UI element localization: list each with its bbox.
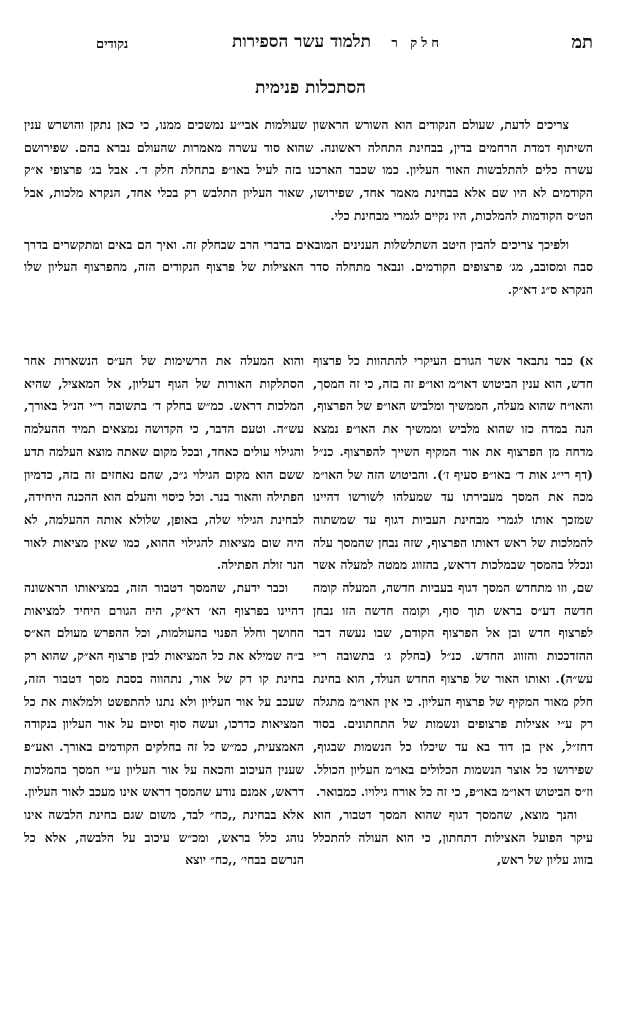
right-column <box>313 350 593 872</box>
left-column <box>24 350 304 872</box>
paragraph: והנך מוצא, שהמסך דגוף שהוא המסך דטבור, הוא עיקר הפועל האצילות דתחתון, כי הוא העולה להתכלל בזווג עליון של ראש, <box>313 807 593 868</box>
paragraph: וכבר ידעת, שהמסך דטבור הזה, במציאותו הראשונה דהיינו בפרצוף הא׳ דא״ק, היה הגורם היחיד למציאות החושך וחלל הפנוי בהעולמות, וכל ההפרש מעולם הא״ס ב״ה שמילא את כל המציאות לבין פרצוף הא״ק, שהוא רק בחינת קו דק של אור, נתהווה בסבת מסך דטבור הזה, שעכב על אור העליון ולא נתנו להתפשט ולמלאות את כל המציאות כדרכו, ועשה סוף וסיום על אור העליון בנקודה האמצעית, כמ״ש כל זה בחלקים הקודמים באורך. ואע״פ שענין העיכוב והכאה על אור העליון ע״י המסך בהמלכות דראש, אמנם נודע שהמסך דראש אינו מעכב לאור העליון. אלא בבחינת ,,כח״ לבד, משום שגם בחינת הלבשה אינו נוהג כלל בראש, ומכ״ש עיכוב על הלבשה, אלא כל הנרשם בבחי׳ ,,כח״ יוצא <box>24 580 304 868</box>
chapter-title: הסתכלות פנימית <box>255 78 366 98</box>
intro-paragraph: צריכים לדעת, שעולם הנקודים הוא השורש הראשון שעולמות אבי״ע נמשכים ממנו, כי כאן נתקן והושרש ענין השיתוף דמדת הרחמים בדין, בבחינת התחלה ראשונה. שהוא סוד עשרה מאמרות שהעולם נברא בהם. שפירושם עשרה כלים להתלבשות האור העליון. כמו שכבר הארכנו בזה לעיל באו״פ בתחלת חלק ד׳. אבל בג׳ פרצופי א״ק הקודמים לא היו שם אלא בבחינת מאמר אחד, שפירושו, שאור העליון התלבש רק בכלי אחד, הנקרא מלכות, אבל הט״ס הקודמות להמלכות, היו נקיים לגמרי מבחינת כלי. <box>24 117 593 223</box>
paragraph: והוא המעלה את הרשימות של הע״ס הנשארות אחר הסתלקות האורות של הגוף דעליון, אל המאציל, שהיא המלכות דראש. כמ״ש בחלק ד׳ בתשובה ר״י הנ״ל באורך, עש״ה. וטעם הדבר, כי הקדושה נמצאים תמיד ההעלמה והגילוי עולים כאחד, ובכל מקום שאתה מוצא העלמה תדע ששם הוא מקום הגילוי ג״כ, שהם נאחזים זה בזה, כדמיון הפתילה והאור בנר. וכל כיסוי והעלם הוא ההכנה היחידה, לבחינת הגילוי שלה, באופן, שלולא אותה ההעלמה, לא היה שום מציאות להגילוי ההוא, כמו שאין מציאות לאור הנר זולת הפתילה. <box>24 353 304 573</box>
intro-paragraph: ולפיכך צריכים להבין היטב השתלשלות הענינים המובאים בדברי הרב שבחלק זה. ואיך הם באים ומתקשרים בדרך סבה ומסובב, מג׳ פרצופים הקודמים. ונבאר מתחלה סדר האצילות של פרצוף הנקודים הזה, מהפרצוף העליון שלו הנקרא ס״ג דא״ק. <box>24 236 593 297</box>
book-title: תלמוד עשר הספירות <box>232 32 371 52</box>
intro-text <box>24 114 593 302</box>
paragraph: א) כבר נתבאר אשר הגורם העיקרי להתהוות כל פרצוף חדש, הוא ענין הביטוש דאו״מ ואו״פ זה בזה, כי זה המסך, והאו״ח שהוא מעלה, הממשיך ומלביש האו״פ של הפרצוף, הנה במדה כזו שהוא מלביש וממשיך את האו״פ נמצא מדחה מן הפרצוף את אור המקיף השייך להפרצוף. כנ״ל (דף רי״ג אות ד׳ באו״פ סעיף ז׳). והביטוש הזה של האו״מ מכה את המסך מעבירתו עד שמעלהו לשורשו דהיינו שמזכך אותו לגמרי מבחינת העביות דגוף עד שמשתוה להמלכות של ראש דאותו הפרצוף, שזה נבחן שהמסך עלה ונכלל בהמסך שבמלכות דראש, בהזווג ממטה למעלה אשר שם, וזו מתחדש המסך דגוף בעביות חדשה, המעלה קומה חדשה דע״ס בראש תוך סוף, וקומה חדשה הזו נבחן לפרצוף חדש ובן אל הפרצוף הקודם, שבו נעשה דבר ההזדככות והזווג החדש. כנ״ל (בחלק ג׳ בתשובה ר״י עש״ה). ואותו האור של פרצוף החדש הנולד, הוא בחינת חלק מאור המקיף של פרצוף העליון. כי אין האו״מ מתגלה רק ע״י אצילות פרצופים ונשמות של התחתונים. בסוד דחז״ל, אין בן דוד בא עד שיכלו כל הנשמות שבגוף, שפירושו כל אוצר הנשמות הכלולים באו״מ העליון הכולל. וז״ס הביטוש דאו״מ באו״פ, כי זה כל אורח גילויו. כמבואר. <box>313 353 593 800</box>
part-label: חלק ר <box>391 36 443 51</box>
page-number: תמ <box>571 32 593 53</box>
section-label: נקודים <box>96 37 129 52</box>
running-header <box>24 32 593 58</box>
